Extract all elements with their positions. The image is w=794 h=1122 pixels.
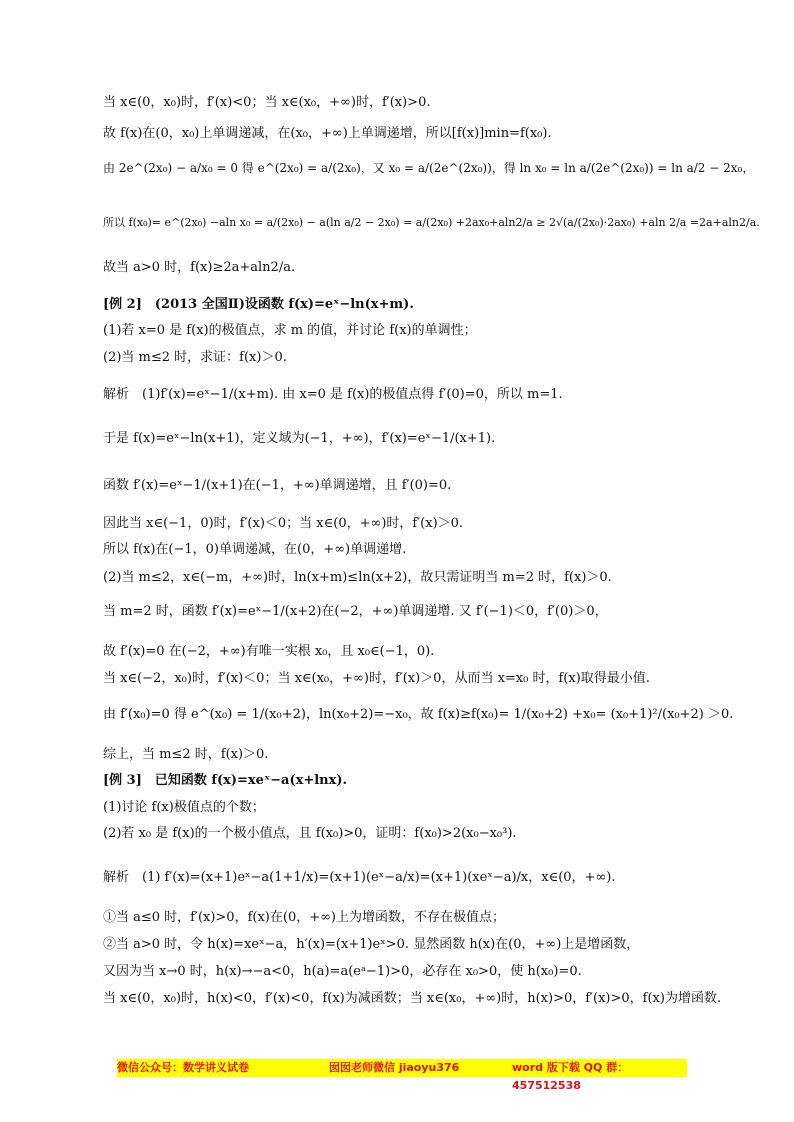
footer-banner (117, 1059, 687, 1092)
text-line: (2)当 m≤2，x∈(−m，+∞)时，ln(x+m)≤ln(x+2)，故只需证明当 m=2 时，f(x)＞0. (103, 570, 612, 585)
text-line: 故 f(x)在(0，x₀)上单调递减，在(x₀，+∞)上单调递增，所以[f(x)]min=f(x₀). (103, 126, 552, 141)
text-line: 由 f′(x₀)=0 得 e^(x₀) = 1/(x₀+2)，ln(x₀+2)=−x₀，故 f(x)≥f(x₀)= 1/(x₀+2) +x₀= (x₀+1)²/(x₀+2) ＞0. (103, 707, 734, 722)
solution-line: 解析 (1) f′(x)=(x+1)eˣ−a(1+1/x)=(x+1)(eˣ−a/x)=(x+1)(xeˣ−a)/x，x∈(0，+∞). (103, 870, 616, 885)
text-line: ①当 a≤0 时，f′(x)>0，f(x)在(0，+∞)上为增函数，不存在极值点； (103, 910, 506, 925)
text-line: 故当 a>0 时，f(x)≥2a+aln2/a. (103, 260, 296, 275)
text-line: 函数 f′(x)=eˣ−1/(x+1)在(−1，+∞)单调递增，且 f′(0)=0. (103, 478, 452, 493)
text-line: 所以 f(x₀)= e^(2x₀) −aln x₀ = a/(2x₀) − a(ln a/2 − 2x₀) = a/(2x₀) +2ax₀+aln2/a ≥ 2√(a/(2x₀)·2ax₀) +aln 2/a =2a+aln2/a. (103, 216, 760, 229)
text-line: (1)讨论 f(x)极值点的个数； (103, 800, 265, 815)
text-line: 当 x∈(0，x₀)时，f′(x)<0；当 x∈(x₀，+∞)时，f′(x)>0. (103, 95, 431, 110)
example-heading: [例 2] (2013 全国Ⅱ)设函数 f(x)=eˣ−ln(x+m). (103, 297, 414, 312)
text-line: 因此当 x∈(−1，0)时，f′(x)＜0；当 x∈(0，+∞)时，f′(x)＞0. (103, 516, 464, 531)
footer-teacher-wechat: 囡囡老师微信 jiaoyu376 (329, 1061, 460, 1074)
text-line: 所以 f(x)在(−1，0)单调递减，在(0，+∞)单调递增. (103, 542, 407, 557)
text-line: 又因为当 x→0 时，h(x)→−a<0，h(a)=a(eᵃ−1)>0，必存在 x₀>0，使 h(x₀)=0. (103, 964, 582, 979)
text-line: 于是 f(x)=eˣ−ln(x+1)，定义域为(−1，+∞)，f′(x)=eˣ−1/(x+1). (103, 431, 496, 446)
text-line: 由 2e^(2x₀) − a/x₀ = 0 得 e^(2x₀) = a/(2x₀)，又 x₀ = a/(2e^(2x₀))，得 ln x₀ = ln a/(2e^(2x₀)) = ln a/2 − 2x₀， (103, 161, 755, 175)
text-line: ②当 a>0 时，令 h(x)=xeˣ−a，h′(x)=(x+1)eˣ>0. 显然函数 h(x)在(0，+∞)上是增函数， (103, 937, 640, 952)
text-line: 当 m=2 时，函数 f′(x)=eˣ−1/(x+2)在(−2，+∞)单调递增. 又 f′(−1)＜0，f′(0)＞0， (103, 604, 608, 619)
text-line: 故 f′(x)=0 在(−2，+∞)有唯一实根 x₀，且 x₀∈(−1，0). (103, 644, 435, 659)
text-line: (2)若 x₀ 是 f(x)的一个极小值点，且 f(x₀)>0，证明：f(x₀)>2(x₀−x₀³). (103, 826, 517, 841)
text-line: 当 x∈(0，x₀)时，h(x)<0，f′(x)<0，f(x)为减函数；当 x∈(x₀，+∞)时，h(x)>0，f′(x)>0，f(x)为增函数. (103, 991, 722, 1006)
text-line: 综上，当 m≤2 时，f(x)＞0. (103, 747, 269, 762)
text-line: (1)若 x=0 是 f(x)的极值点，求 m 的值，并讨论 f(x)的单调性； (103, 323, 477, 338)
solution-line: 解析 (1)f′(x)=eˣ−1/(x+m). 由 x=0 是 f(x)的极值点得 f′(0)=0，所以 m=1. (103, 387, 563, 402)
text-line: 当 x∈(−2，x₀)时，f′(x)＜0；当 x∈(x₀，+∞)时，f′(x)＞0，从而当 x=x₀ 时，f(x)取得最小值. (103, 671, 650, 686)
footer-wechat-public: 微信公众号：数学讲义试卷 (117, 1061, 249, 1074)
example-heading: [例 3] 已知函数 f(x)=xeˣ−a(x+lnx). (103, 773, 348, 788)
footer-qq-group: word 版下载 QQ 群：457512538 (512, 1061, 629, 1092)
text-line: (2)当 m≤2 时，求证：f(x)＞0. (103, 350, 287, 365)
